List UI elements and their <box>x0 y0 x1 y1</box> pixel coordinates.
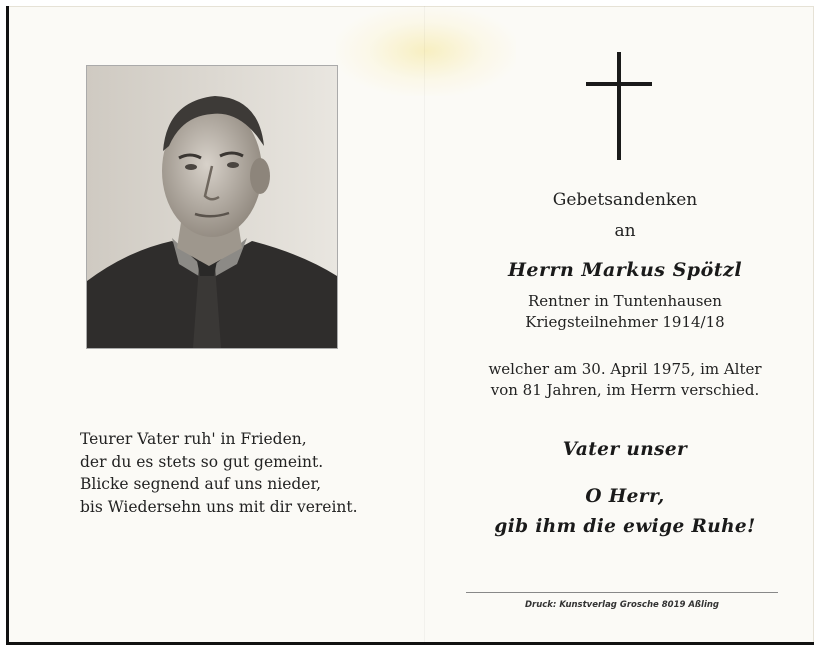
portrait-icon <box>87 66 337 348</box>
heading: Gebetsandenken <box>552 190 698 210</box>
poem-line: Teurer Vater ruh' in Frieden, <box>80 430 307 448</box>
prayer-line-1: Vater unser <box>562 439 688 460</box>
card-fold <box>424 6 425 644</box>
portrait-photo <box>86 65 338 349</box>
printer-credit: Druck: Kunstverlag Grosche 8019 Aßling <box>524 600 720 610</box>
card-border-bottom <box>6 642 814 645</box>
card-border-left <box>6 6 9 644</box>
connector-text: an <box>614 221 636 241</box>
death-line-2: von 81 Jahren, im Herrn verschied. <box>490 381 760 399</box>
paper-stain <box>336 6 516 96</box>
footer-divider <box>466 592 778 593</box>
veteran-status: Kriegsteilnehmer 1914/18 <box>525 313 725 331</box>
prayer-line-2: O Herr, <box>585 486 665 507</box>
poem-line: der du es stets so gut gemeint. <box>80 452 324 471</box>
prayer-line-3: gib ihm die ewige Ruhe! <box>494 516 756 537</box>
occupation: Rentner in Tuntenhausen <box>528 292 722 310</box>
poem-line: bis Wiedersehn uns mit dir vereint. <box>80 497 358 516</box>
death-line-1: welcher am 30. April 1975, im Alter <box>488 360 762 378</box>
deceased-name: Herrn Markus Spötzl <box>507 259 743 281</box>
cross-icon <box>586 52 652 160</box>
poem <box>80 428 410 518</box>
poem-line: Blicke segnend auf uns nieder, <box>80 475 322 493</box>
